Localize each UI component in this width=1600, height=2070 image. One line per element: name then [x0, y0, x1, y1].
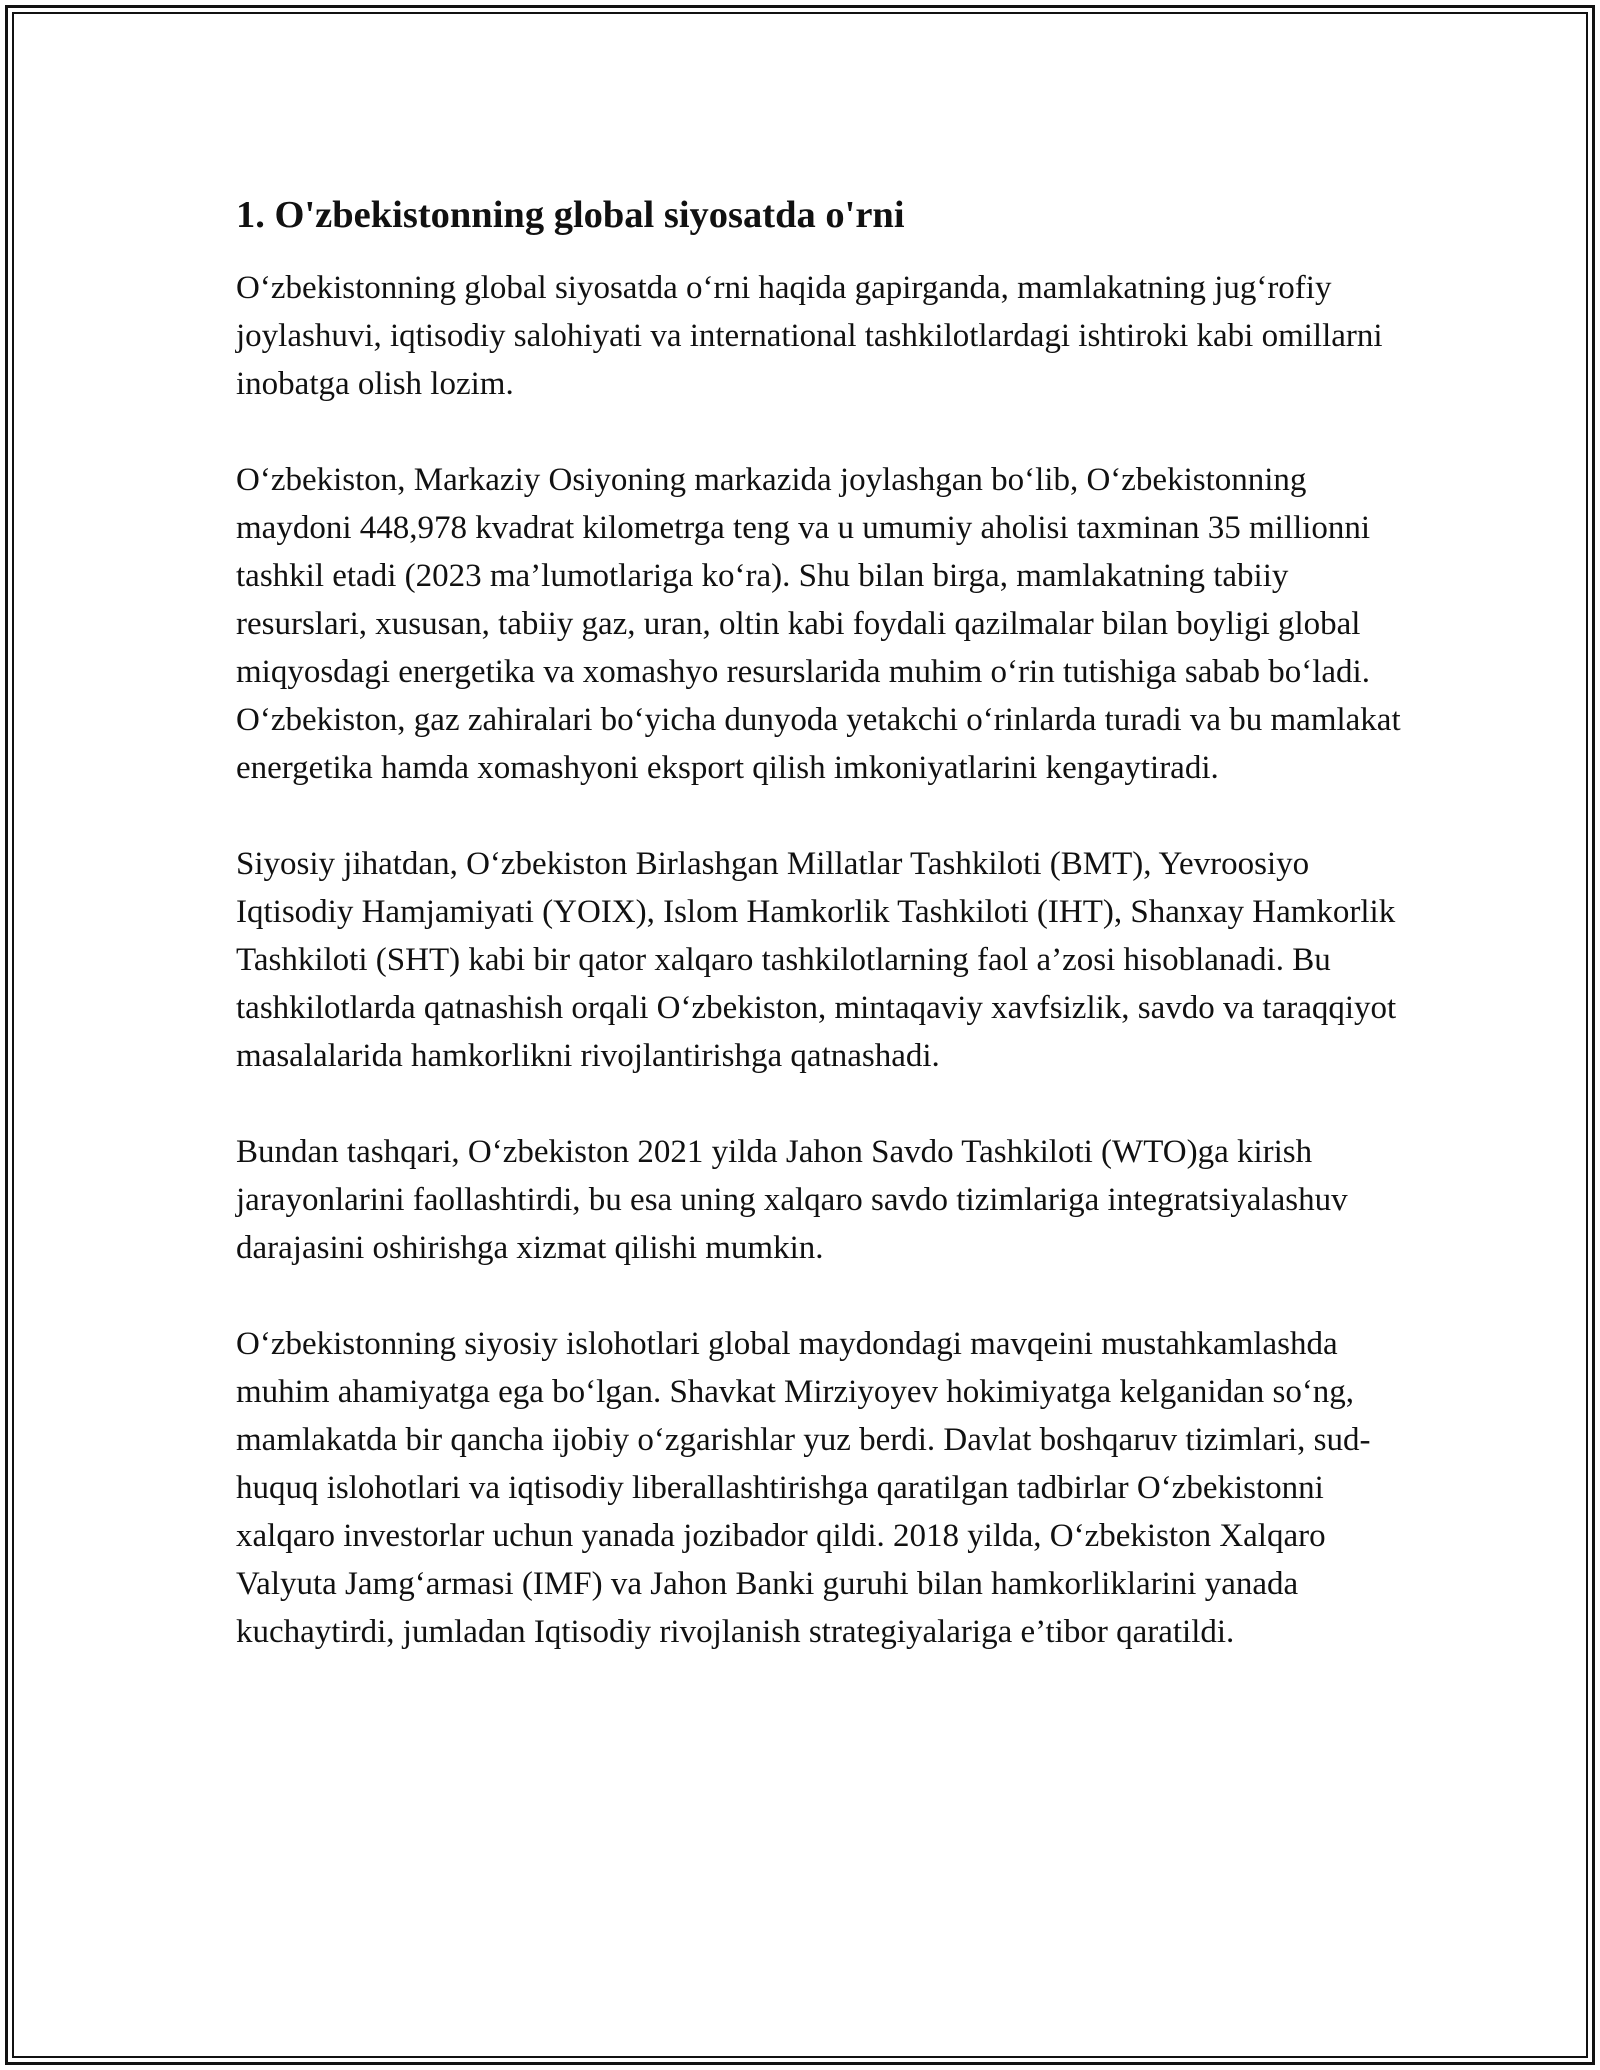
paragraph-political-memberships: Siyosiy jihatdan, O‘zbekiston Birlashgan Millatlar Tashkiloti (BMT), Yevroosiyo Iqtisodiy Hamjamiyati (YOIX), Islom Hamkorlik Tashkiloti (IHT), Shanxay Hamkorlik Tashkiloti (SHT) kabi bir qator xalqaro tashkilotlarning faol a’zosi hisoblanadi. Bu tashkilotlarda qatnashish orqali O‘zbekiston, mintaqaviy xavfsizlik, savdo va taraqqiyot masalalarida hamkorlikni rivojlantirishga qatnashadi. [236, 846, 1397, 1074]
paragraph-intro: O‘zbekistonning global siyosatda o‘rni haqida gapirganda, mamlakatning jug‘rofiy joylashuvi, iqtisodiy salohiyati va international tashkilotlardagi ishtiroki kabi omillarni inobatga olish lozim. [236, 270, 1383, 402]
paragraph-reforms: O‘zbekistonning siyosiy islohotlari global maydondagi mavqeini mustahkamlashda muhim ahamiyatga ega bo‘lgan. Shavkat Mirziyoyev hokimiyatga kelganidan so‘ng, mamlakatda bir qancha ijobiy o‘zgarishlar yuz berdi. Davlat boshqaruv tizimlari, sud-huquq islohotlari va iqtisodiy liberallashtirishga qaratilgan tadbirlar O‘zbekistonni xalqaro investorlar uchun yanada jozibador qildi. 2018 yilda, O‘zbekiston Xalqaro Valyuta Jamg‘armasi (IMF) va Jahon Banki guruhi bilan hamkorliklarini yanada kuchaytirdi, jumladan Iqtisodiy rivojlanish strategiyalariga e’tibor qaratildi. [236, 1326, 1371, 1650]
paragraph-wto: Bundan tashqari, O‘zbekiston 2021 yilda Jahon Savdo Tashkiloti (WTO)ga kirish jarayonlarini faollashtirdi, bu esa uning xalqaro savdo tizimlariga integratsiyalashuv darajasini oshirishga xizmat qilishi mumkin. [236, 1134, 1348, 1266]
paragraph-geography: O‘zbekiston, Markaziy Osiyoning markazida joylashgan bo‘lib, O‘zbekistonning maydoni 448,978 kvadrat kilometrga teng va u umumiy aholisi taxminan 35 millionni tashkil etadi (2023 ma’lumotlariga ko‘ra). Shu bilan birga, mamlakatning tabiiy resurslari, xususan, tabiiy gaz, uran, oltin kabi foydali qazilmalar bilan boyligi global miqyosdagi energetika va xomashyo resurslarida muhim o‘rin tutishiga sabab bo‘ladi. O‘zbekiston, gaz zahiralari bo‘yicha dunyoda yetakchi o‘rinlarda turadi va bu mamlakat energetika hamda xomashyoni eksport qilish imkoniyatlarini kengaytiradi. [236, 462, 1401, 786]
section-heading: 1. O'zbekistonning global siyosatda o'rni [236, 194, 905, 236]
document-body [236, 186, 1416, 1704]
